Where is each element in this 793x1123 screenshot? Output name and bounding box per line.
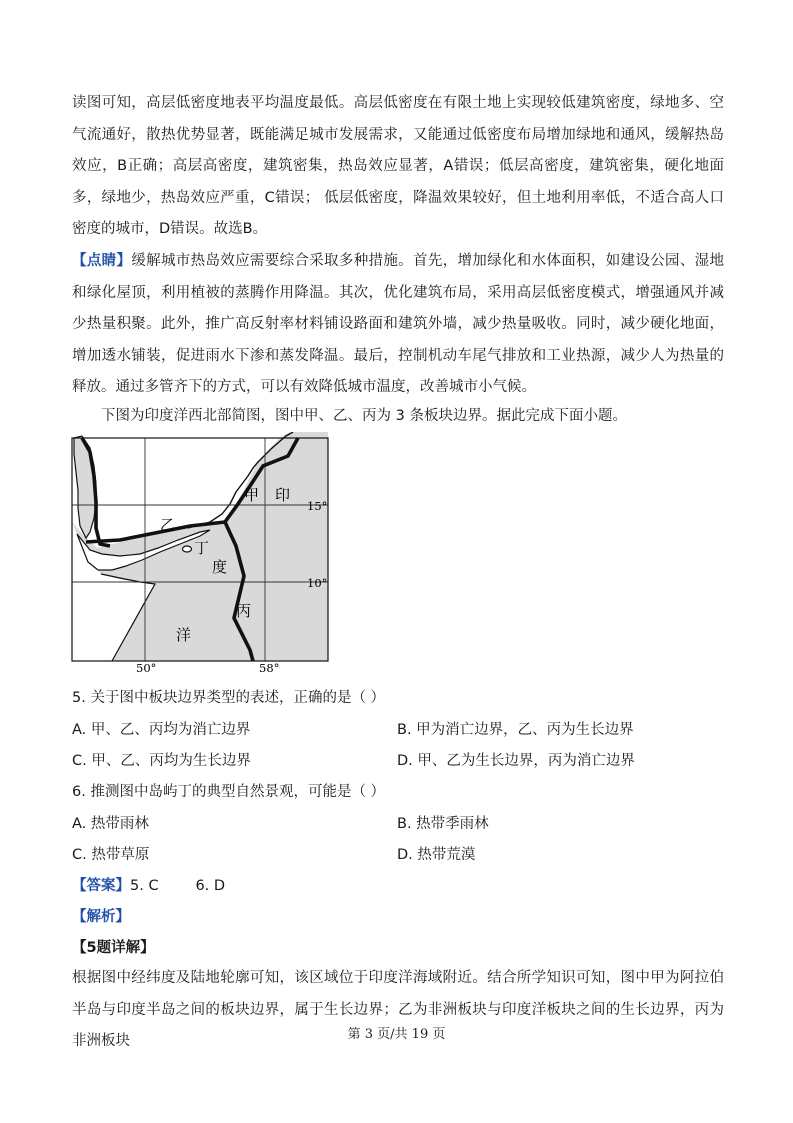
q5-stem: 5. 关于图中板块边界类型的表述，正确的是（ ） (72, 690, 386, 706)
lon-label-50: 50° (136, 661, 157, 675)
q6-option-c: C. 热带草原 (72, 847, 150, 863)
answer-label: 【答案】 (72, 878, 130, 894)
label-bing: 丙 (236, 602, 252, 620)
q6-option-b: B. 热带季雨林 (397, 816, 489, 832)
q5-option-a: A. 甲、乙、丙均为消亡边界 (72, 722, 251, 738)
tip-text: 缓解城市热岛效应需要综合采取多种措施。首先，增加绿化和水体面积，如建设公园、湿地和绿化屋顶，利用植被的蒸腾作用降温。其次，优化建筑布局，采用高层低密度模式，增强通风并减少热量积聚。此外，推广高反射率材料铺设路面和建筑外墙，减少热量吸收。同时，减少硬化地面，增加透水铺装，促进雨水下渗和蒸发降温。最后，控制机动车尾气排放和工业热源，减少人为热量的释放。通过多管齐下的方式，可以有效降低城市温度，改善城市小气候。 (72, 253, 725, 395)
q5-option-d: D. 甲、乙为生长边界，丙为消亡边界 (397, 753, 635, 769)
red-sea (74, 436, 96, 538)
lat-label-10: 10° (307, 576, 328, 590)
page-footer: 第 3 页/共 19 页 (347, 1027, 446, 1042)
jiexi-label: 【解析】 (72, 909, 130, 925)
detail-label-line (72, 938, 155, 958)
lat-label-15: 15° (307, 499, 328, 513)
label-jia: 甲 (244, 486, 260, 504)
label-yin: 印 (275, 486, 291, 504)
label-ding: 丁 (194, 539, 210, 557)
q5-option-b: B. 甲为消亡边界，乙、丙为生长边界 (397, 722, 634, 738)
lon-label-58: 58° (259, 661, 280, 675)
question-intro: 下图为印度洋西北部简图，图中甲、乙、丙为 3 条板块边界。据此完成下面小题。 (101, 408, 627, 424)
answer-text: 5. C 6. D (130, 878, 226, 894)
detail-paragraph: 根据图中经纬度及陆地轮廓可知，该区域位于印度洋海域附近。结合所学知识可知，图中甲为阿拉伯半岛与印度半岛之间的板块边界，属于生长边界；乙为非洲板块与印度洋板块之间的生长边界，丙为非洲板块 (72, 970, 724, 1049)
q5-option-c: C. 甲、乙、丙均为生长边界 (72, 753, 251, 769)
tip-label: 【点睛】 (72, 253, 132, 269)
label-du: 度 (212, 558, 228, 576)
analysis-paragraph: 读图可知，高层低密度地表平均温度最低。高层低密度在有限土地上实现较低建筑密度，绿地多、空气流通好，散热优势显著，既能满足城市发展需求，又能通过低密度布局增加绿地和通风，缓解热岛效应，B正确；高层高密度，建筑密集，热岛效应显著，A错误；低层高密度，建筑密集，硬化地面多，绿地少，热岛效应严重，C错误； 低层低密度，降温效果较好，但土地利用率低，不适合高人口密度的城市，D错误。故选B。 (72, 95, 724, 237)
detail-label: 【5题详解】 (72, 940, 155, 956)
q6-option-a: A. 热带雨林 (72, 816, 149, 832)
q6-stem: 6. 推测图中岛屿丁的典型自然景观，可能是（ ） (72, 784, 386, 800)
label-yang: 洋 (176, 626, 192, 644)
tip-paragraph (72, 246, 724, 404)
island-ding (183, 546, 192, 552)
q6-option-d: D. 热带荒漠 (397, 847, 476, 863)
answer-line (72, 876, 225, 896)
indian-ocean-map (60, 432, 350, 678)
label-yi: 乙 (160, 516, 176, 534)
analysis-label (72, 907, 130, 927)
